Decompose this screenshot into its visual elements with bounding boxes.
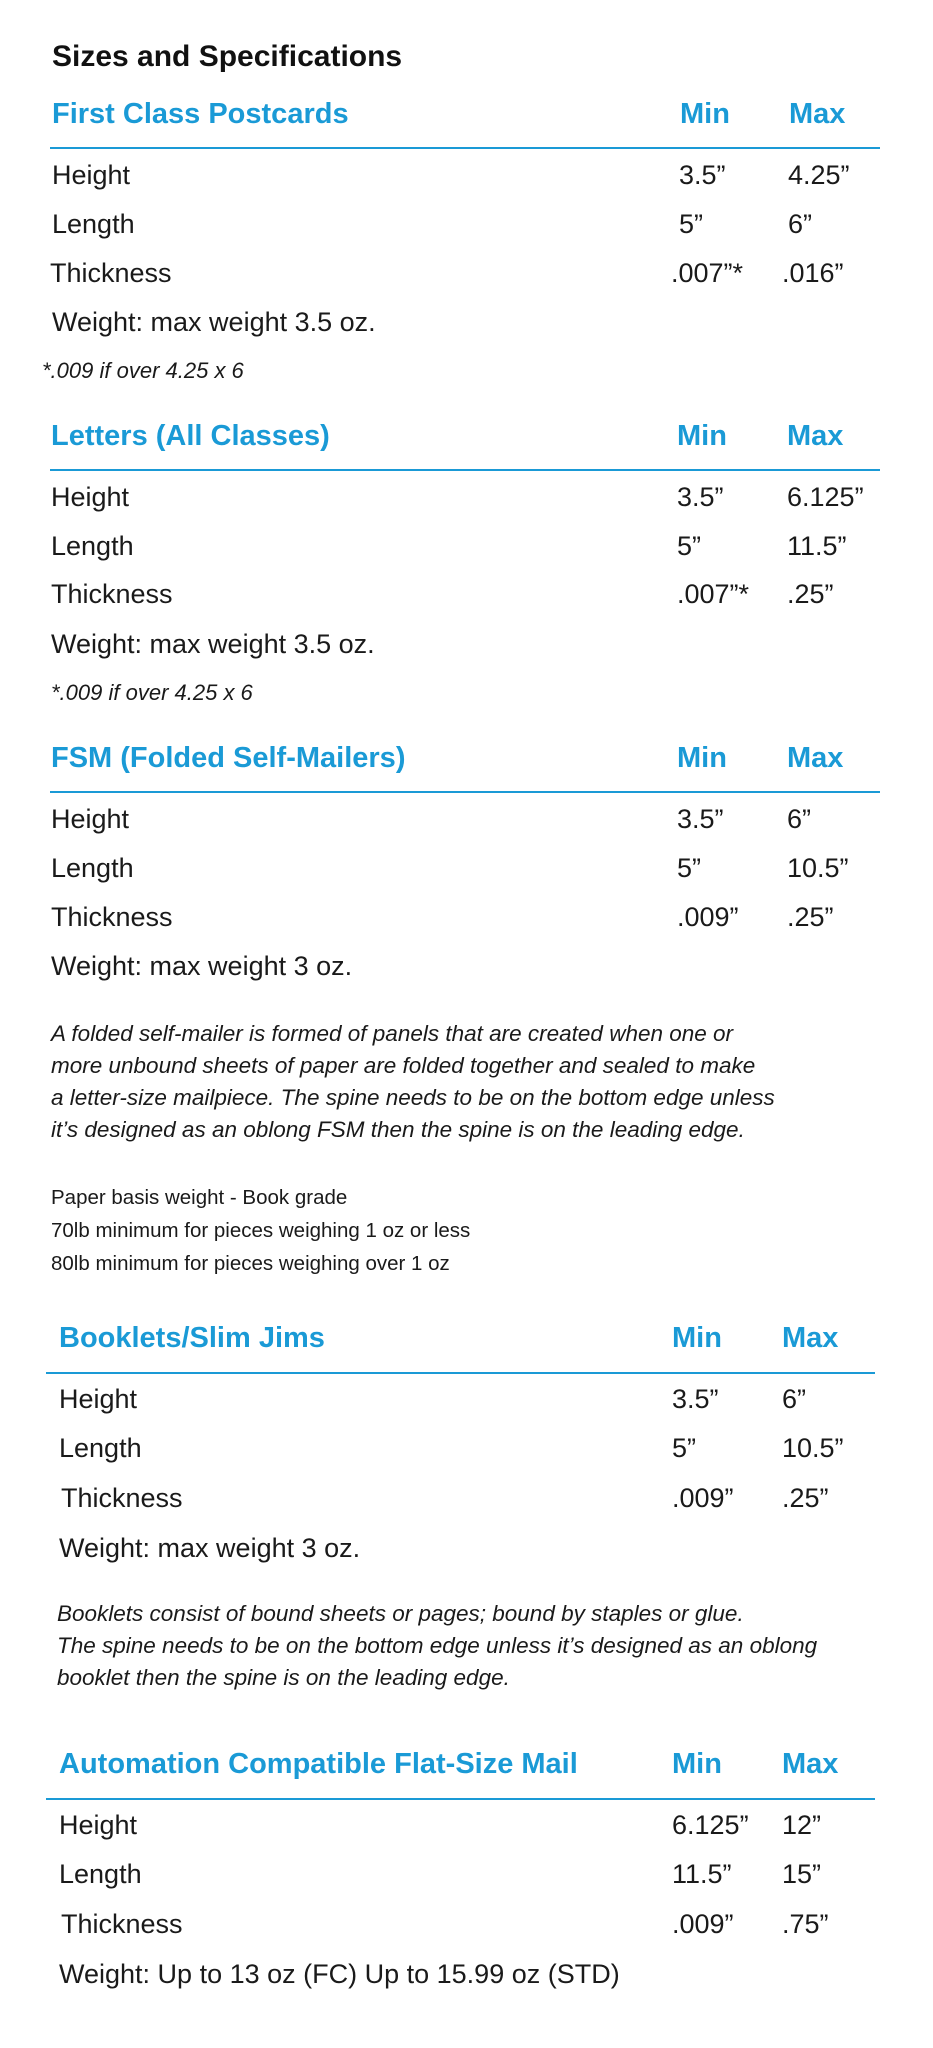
section-title: Booklets/Slim Jims [59,1322,325,1354]
row-min-value: .009” [672,1483,734,1513]
section-header [59,1748,889,1792]
paper-line: Paper basis weight - Book grade [51,1186,348,1209]
section-divider [50,791,880,793]
min-column-header: Min [672,1748,722,1780]
spec-row-height [59,1810,889,1846]
section-header [51,742,881,786]
spec-row-length [59,1433,889,1469]
row-label: Thickness [61,1483,183,1513]
min-column-header: Min [680,98,730,130]
spec-row-height [59,1384,889,1420]
description-line: a letter-size mailpiece. The spine needs to be on the bottom edge unless [51,1085,775,1110]
row-max-value: 6” [788,209,813,239]
row-min-value: 3.5” [677,804,724,834]
row-label: Thickness [51,579,173,609]
section-divider [50,147,880,149]
row-min-value: 3.5” [679,160,726,190]
spec-row-height [51,482,881,518]
row-label: Thickness [61,1909,183,1939]
description-line: it’s designed as an oblong FSM then the spine is on the leading edge. [51,1117,745,1142]
section-header [59,1322,889,1366]
row-max-value: 12” [782,1810,822,1840]
row-max-value: .25” [782,1483,829,1513]
spec-row-thickness [61,1909,891,1945]
section-title: Automation Compatible Flat-Size Mail [59,1748,578,1780]
row-max-value: .25” [787,579,834,609]
weight-text: Weight: max weight 3.5 oz. [52,307,376,337]
min-column-header: Min [677,742,727,774]
spec-row-thickness [51,902,881,938]
row-label: Height [59,1384,138,1414]
max-column-header: Max [787,742,844,774]
row-label: Length [52,209,135,239]
section-title: Letters (All Classes) [51,420,330,452]
row-max-value: 6” [787,804,812,834]
spec-row-thickness [50,258,880,294]
paper-line: 80lb minimum for pieces weighing over 1 oz [51,1252,450,1275]
page-title: Sizes and Specifications [52,40,403,73]
row-label: Height [51,482,130,512]
row-label: Length [59,1433,142,1463]
paper-weight-info [51,1181,470,1280]
min-column-header: Min [677,420,727,452]
row-label: Length [51,853,134,883]
section-divider [50,469,880,471]
row-max-value: 15” [782,1859,822,1889]
spec-row-length [51,531,881,567]
max-column-header: Max [789,98,846,130]
description-line: Booklets consist of bound sheets or pages; bound by staples or glue. [57,1601,744,1626]
spec-row-length [59,1859,889,1895]
spec-row-length [51,853,881,889]
row-min-value: .007”* [671,258,744,288]
row-min-value: 11.5” [672,1859,732,1889]
section-header [51,420,881,464]
max-column-header: Max [782,1748,839,1780]
row-max-value: .25” [787,902,834,932]
row-label: Height [52,160,131,190]
spec-row-thickness [61,1483,891,1519]
row-min-value: 5” [677,853,702,883]
description-line: more unbound sheets of paper are folded together and sealed to make [51,1053,756,1078]
row-min-value: 6.125” [672,1810,749,1840]
description-line: The spine needs to be on the bottom edge unless it’s designed as an oblong [57,1633,818,1658]
min-column-header: Min [672,1322,722,1354]
footnote: *.009 if over 4.25 x 6 [51,680,253,705]
row-min-value: 3.5” [677,482,724,512]
description-line: A folded self-mailer is formed of panels that are created when one or [51,1021,734,1046]
spec-row-height [52,160,882,196]
booklet-description [57,1598,817,1694]
weight-text: Weight: max weight 3.5 oz. [51,629,375,659]
weight-text: Weight: Up to 13 oz (FC) Up to 15.99 oz (STD) [59,1959,620,1989]
row-min-value: .009” [672,1909,734,1939]
section-divider [46,1372,875,1374]
spec-row-length [52,209,882,245]
section-divider [46,1798,875,1800]
row-label: Length [59,1859,142,1889]
row-min-value: .009” [677,902,739,932]
row-max-value: .75” [782,1909,829,1939]
weight-text: Weight: max weight 3 oz. [51,951,353,981]
paper-line: 70lb minimum for pieces weighing 1 oz or less [51,1219,471,1242]
row-max-value: 4.25” [788,160,850,190]
row-min-value: .007”* [677,579,750,609]
row-max-value: .016” [782,258,844,288]
row-min-value: 5” [672,1433,697,1463]
row-min-value: 5” [679,209,704,239]
section-title: FSM (Folded Self-Mailers) [51,742,406,774]
section-title: First Class Postcards [52,98,349,130]
row-max-value: 6.125” [787,482,864,512]
max-column-header: Max [782,1322,839,1354]
row-label: Length [51,531,134,561]
spec-row-thickness [51,579,881,615]
row-label: Thickness [51,902,173,932]
row-label: Thickness [50,258,172,288]
section-header [52,98,882,142]
max-column-header: Max [787,420,844,452]
spec-row-height [51,804,881,840]
row-max-value: 10.5” [787,853,849,883]
description-line: booklet then the spine is on the leading edge. [57,1665,510,1690]
weight-text: Weight: max weight 3 oz. [59,1533,361,1563]
row-max-value: 6” [782,1384,807,1414]
footnote: *.009 if over 4.25 x 6 [42,358,244,383]
row-label: Height [59,1810,138,1840]
row-label: Height [51,804,130,834]
row-min-value: 5” [677,531,702,561]
row-min-value: 3.5” [672,1384,719,1414]
row-max-value: 11.5” [787,531,847,561]
row-max-value: 10.5” [782,1433,844,1463]
fsm-description [51,1018,775,1146]
